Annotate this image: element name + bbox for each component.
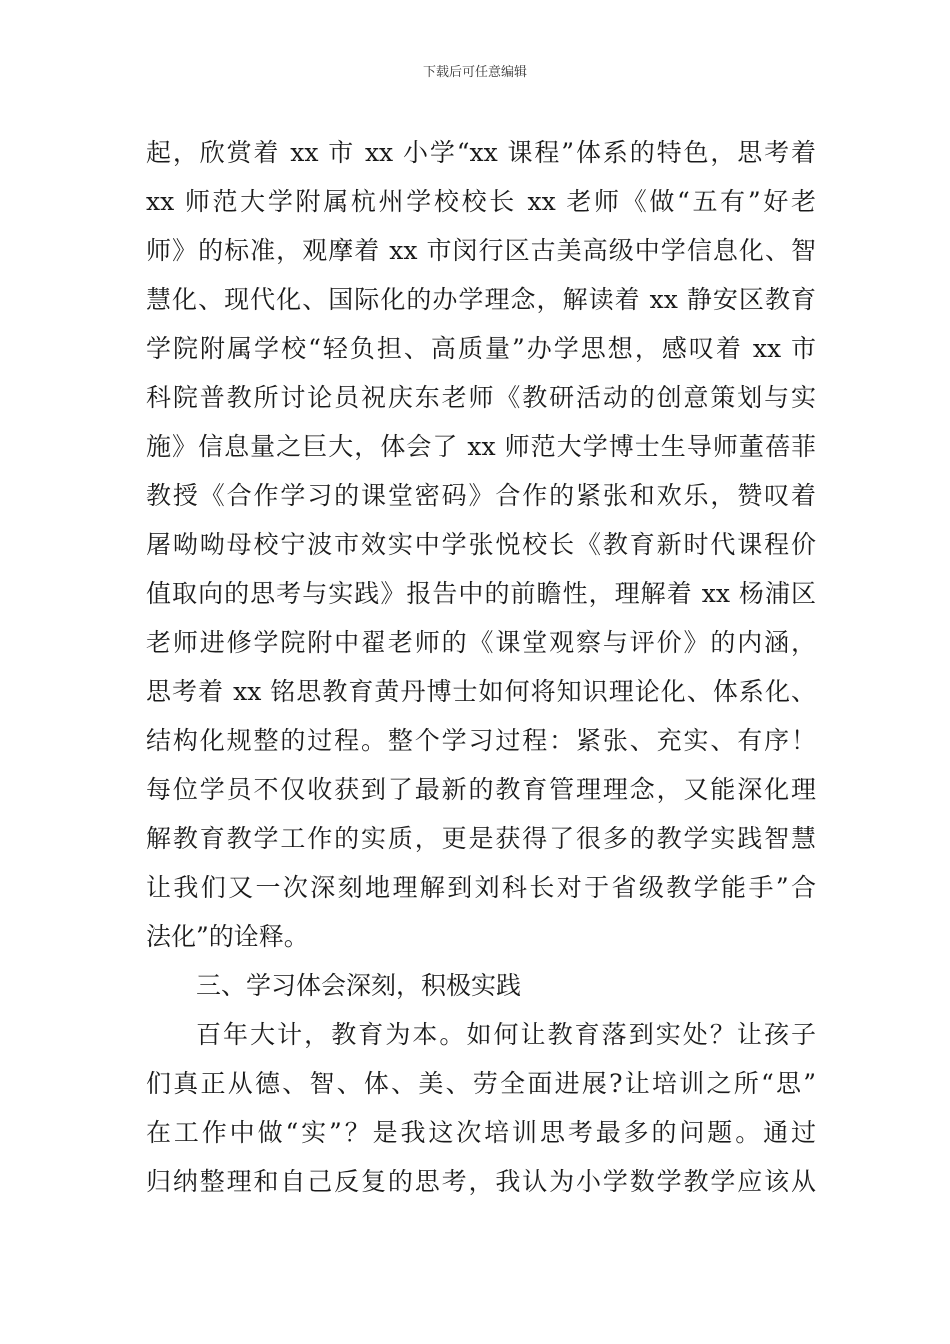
text-line: 在工作中做“实”？是我这次培训思考最多的问题。通过: [146, 1118, 816, 1147]
text-line: xx 师范大学附属杭州学校校长 xx 老师《做“五有”好老: [146, 187, 816, 216]
text-line: 施》信息量之巨大，体会了 xx 师范大学博士生导师董蓓菲: [146, 432, 816, 461]
text-line: 学院附属学校“轻负担、高质量”办学思想，感叹着 xx 市: [146, 334, 816, 363]
text-line: 每位学员不仅收获到了最新的教育管理理念，又能深化理: [146, 775, 816, 804]
text-line: 慧化、现代化、国际化的办学理念，解读着 xx 静安区教育: [146, 285, 816, 314]
text-line: 值取向的思考与实践》报告中的前瞻性，理解着 xx 杨浦区: [146, 579, 816, 608]
text-line: 科院普教所讨论员祝庆东老师《教研活动的创意策划与实: [146, 383, 816, 412]
text-line: 思考着 xx 铭思教育黄丹博士如何将知识理论化、体系化、: [146, 677, 816, 706]
text-line: 起，欣赏着 xx 市 xx 小学“xx 课程”体系的特色，思考着: [146, 138, 816, 167]
text-line: 解教育教学工作的实质，更是获得了很多的教学实践智慧: [146, 824, 816, 853]
text-line: 教授《合作学习的课堂密码》合作的紧张和欢乐，赞叹着: [146, 481, 816, 510]
text-line: 法化”的诠释。: [146, 922, 309, 951]
text-line: 百年大计，教育为本。如何让教育落到实处？让孩子: [196, 1020, 816, 1049]
text-line: 师》的标准，观摩着 xx 市闵行区古美高级中学信息化、智: [146, 236, 816, 265]
text-line: 老师进修学院附中翟老师的《课堂观察与评价》的内涵，: [146, 628, 816, 657]
document-body: [146, 128, 816, 1206]
text-line: 们真正从德、智、体、美、劳全面进展?让培训之所“思”: [146, 1069, 816, 1098]
text-line: 归纳整理和自己反复的思考，我认为小学数学教学应该从: [146, 1167, 816, 1196]
text-line: 让我们又一次深刻地理解到刘科长对于省级教学能手”合: [146, 873, 816, 902]
text-line: 屠呦呦母校宁波市效实中学张悦校长《教育新时代课程价: [146, 530, 816, 559]
page-header: 下载后可任意编辑: [422, 65, 527, 80]
text-line: 结构化规整的过程。整个学习过程：紧张、充实、有序！: [146, 726, 816, 755]
text-line: 三、学习体会深刻，积极实践: [196, 971, 522, 1000]
